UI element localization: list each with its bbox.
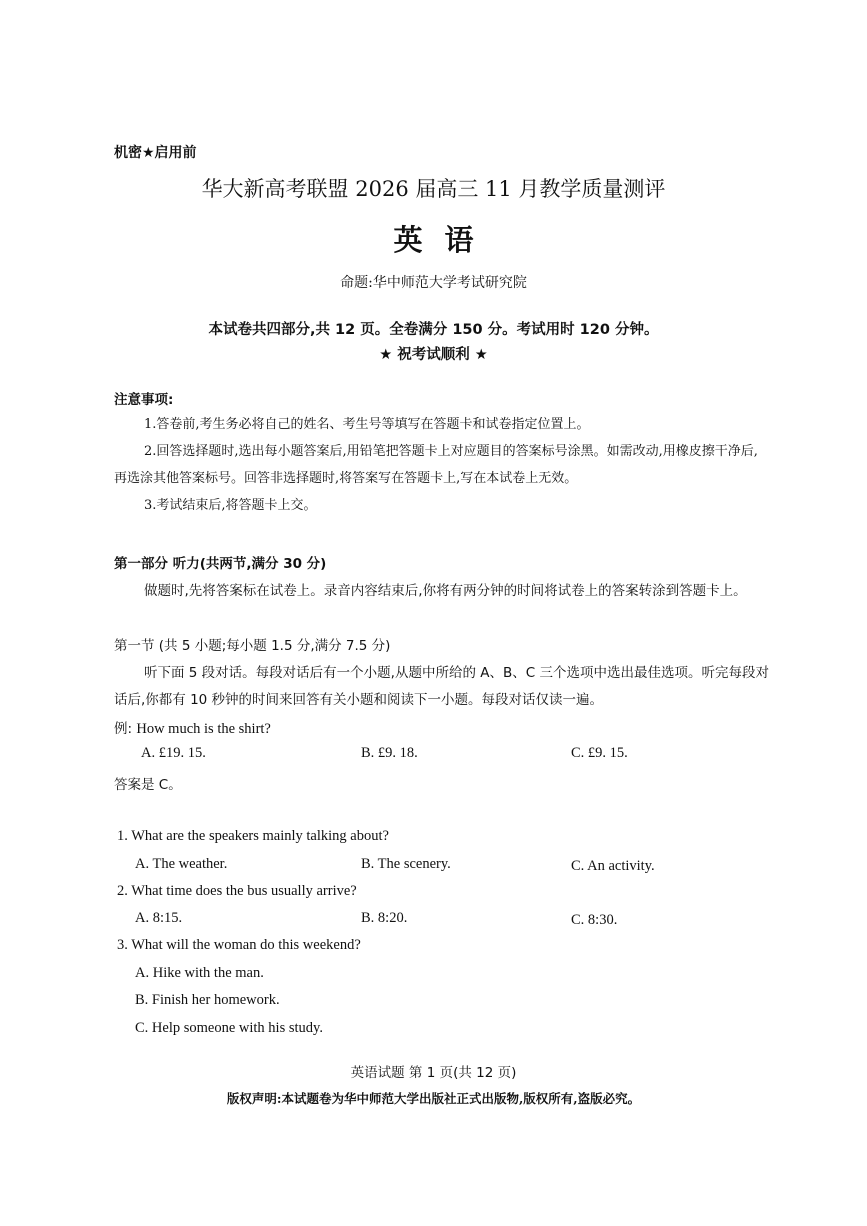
copyright-notice: 版权声明:本试题卷为华中师范大学出版社正式出版物,版权所有,盗版必究。 [226,1091,641,1106]
example-option-c: C. £9. 15. [571,745,628,761]
section-heading: 第一节 (共 5 小题;每小题 1.5 分,满分 7.5 分) [114,638,391,654]
example-label: 例: [114,721,133,737]
question-1-option-c: C. An activity. [571,858,655,874]
question-number: 1. [117,828,128,844]
example-question-text: How much is the shirt? [136,721,271,737]
question-2-option-b: B. 8:20. [361,910,408,926]
question-text: What are the speakers mainly talking about? [131,828,389,844]
note-item: 1.答卷前,考生务必将自己的姓名、考生号等填写在答题卡和试卷指定位置上。 [144,417,590,432]
example-option-b: B. £9. 18. [361,745,418,761]
note-item: 2.回答选择题时,选出每小题答案后,用铅笔把答题卡上对应题目的答案标号涂黑。如需改动,用橡皮擦干净后,再选涂其他答案标号。回答非选择题时,将答案写在答题卡上,写在本试卷上无效。 [114,444,758,486]
author-line: 命题:华中师范大学考试研究院 [340,275,527,291]
question-text: What time does the bus usually arrive? [131,883,357,899]
paper-info: 本试卷共四部分,共 12 页。全卷满分 150 分。考试用时 120 分钟。 [208,322,659,338]
question-1-option-b: B. The scenery. [361,856,451,872]
example-answer: 答案是 C。 [114,777,182,793]
part-heading-text: 第一部分 听力(共两节,满分 30 分) [114,556,327,572]
question-2-option-a: A. 8:15. [135,910,183,926]
section-instruction: 听下面 5 段对话。每段对话后有一个小题,从题中所给的 A、B、C 三个选项中选出最佳选项。听完每段对话后,你都有 10 秒钟的时间来回答有关小题和阅读下一小题。每段对话仅读一遍。 [114,665,769,708]
question-text: What will the woman do this weekend? [131,937,361,953]
notes-title: 注意事项: [114,392,174,408]
example-option-a: A. £19. 15. [141,745,206,761]
subject-title: 英语 [393,223,496,257]
question-3 [117,937,361,954]
example-question [114,717,271,738]
part-instruction: 做题时,先将答案标在试卷上。录音内容结束后,你将有两分钟的时间将试卷上的答案转涂到答题卡上。 [144,583,747,599]
question-3-option-c: C. Help someone with his study. [135,1020,323,1036]
confidential-mark: 机密★启用前 [114,145,197,161]
exam-title: 华大新高考联盟 2026 届高三 11 月教学质量测评 [201,177,666,201]
question-1-option-a: A. The weather. [135,856,228,872]
question-3-option-a: A. Hike with the man. [135,965,264,981]
question-number: 2. [117,883,128,899]
note-item: 3.考试结束后,将答题卡上交。 [144,498,317,513]
question-number: 3. [117,937,128,953]
part-heading [114,552,326,572]
question-3-option-b: B. Finish her homework. [135,992,280,1008]
blessing-line: ★ 祝考试顺利 ★ [379,347,488,363]
question-1 [117,828,389,845]
page-footer: 英语试题 第 1 页(共 12 页) [350,1065,517,1081]
question-2 [117,883,357,900]
question-2-option-c: C. 8:30. [571,912,618,928]
